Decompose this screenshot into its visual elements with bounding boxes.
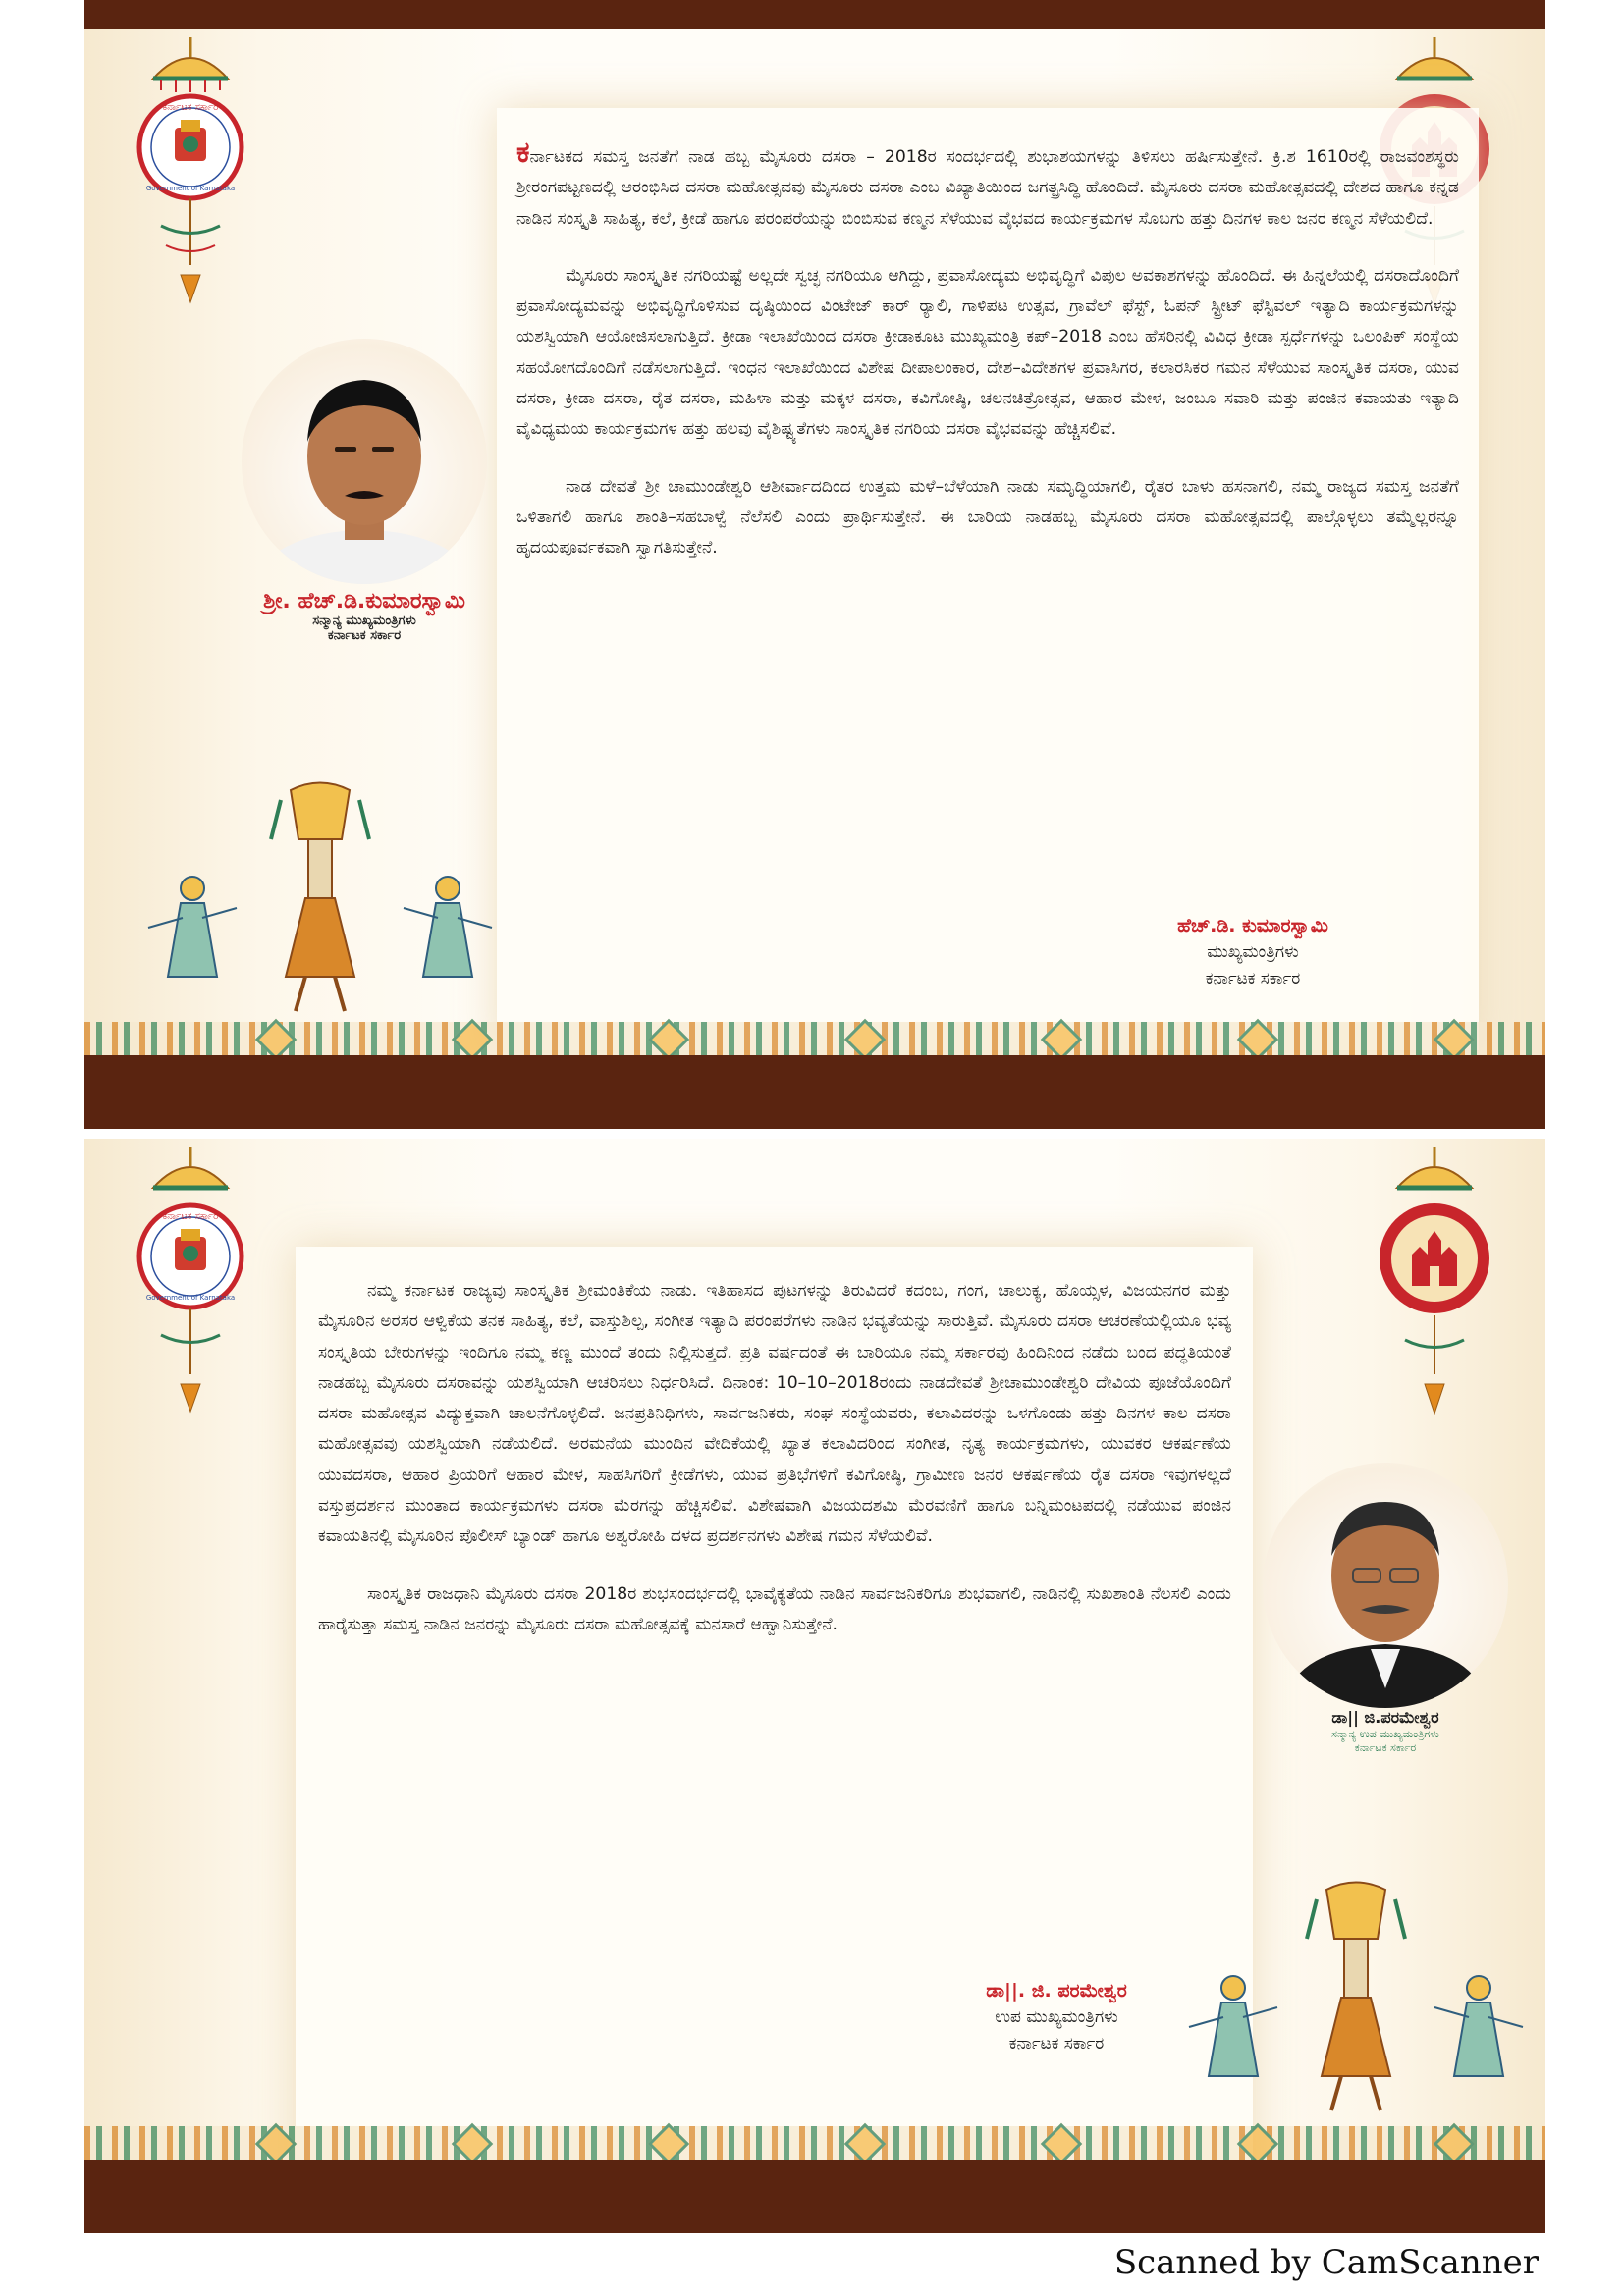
chief-minister-portrait: [242, 339, 487, 584]
border-diamond: [1434, 2123, 1475, 2164]
border-diamond: [1237, 1019, 1278, 1060]
signature-title: ಉಪ ಮುಖ್ಯಮಂತ್ರಿಗಳು: [995, 2007, 1118, 2027]
decorative-border: [84, 1022, 1545, 1055]
dasara-palace-emblem-right: [1371, 1139, 1498, 1433]
emblem-ring-text-bottom: Government of Karnataka: [145, 1294, 236, 1302]
paragraph: [516, 137, 1459, 235]
border-diamond: [1434, 1019, 1475, 1060]
portrait-caption-org: ಕರ್ನಾಟಕ ಸರ್ಕಾರ: [1354, 1741, 1417, 1754]
border-diamond: [844, 1019, 886, 1060]
portrait-caption-title: ಸನ್ಮಾನ್ಯ ಉಪ ಮುಖ್ಯಮಂತ್ರಿಗಳು: [1331, 1728, 1439, 1740]
portrait-caption: [1248, 1708, 1523, 1755]
portrait-caption-org: ಕರ್ನಾಟಕ ಸರ್ಕಾರ: [327, 628, 402, 643]
paragraph: ನಾಡ ದೇವತೆ ಶ್ರೀ ಚಾಮುಂಡೇಶ್ವರಿ ಆಶೀರ್ವಾದದಿಂದ ಉತ್ತಮ ಮಳೆ–ಬೆಳೆಯಾಗಿ ನಾಡು ಸಮೃದ್ಧಿಯಾಗಲಿ, ರೈತರ ಬಾಳು ಹಸನಾಗಲಿ, ನಮ್ಮ ರಾಜ್ಯದ ಸಮಸ್ತ ಜನತೆಗೆ ಒಳಿತಾಗಲಿ ಹಾಗೂ ಶಾಂತಿ–ಸಹಬಾಳ್ವೆ ನೆಲೆಸಲಿ ಎಂದು ಪ್ರಾರ್ಥಿಸುತ್ತೇನೆ. ಈ ಬಾರಿಯ ನಾಡಹಬ್ಬ ಮೈಸೂರು ದಸರಾ ಮಹೋತ್ಸವದಲ್ಲಿ ಪಾಲ್ಗೊಳ್ಳಲು ತಮ್ಮೆಲ್ಲರನ್ನೂ ಹೃದಯಪೂರ್ವಕವಾಗಿ ಸ್ವಾಗತಿಸುತ್ತೇನೆ.: [516, 476, 1459, 559]
paragraph: ಮೈಸೂರು ಸಾಂಸ್ಕೃತಿಕ ನಗರಿಯಷ್ಟೆ ಅಲ್ಲದೇ ಸ್ವಚ್ಛ ನಗರಿಯೂ ಆಗಿದ್ದು, ಪ್ರವಾಸೋದ್ಯಮ ಅಭಿವೃದ್ಧಿಗೆ ವಿಪುಲ ಅವಕಾಶಗಳನ್ನು ಹೊಂದಿದೆ. ಈ ಹಿನ್ನಲೆಯಲ್ಲಿ ದಸರಾದೊಂದಿಗೆ ಪ್ರವಾಸೋದ್ಯಮವನ್ನು ಅಭಿವೃದ್ಧಿಗೊಳಿಸುವ ದೃಷ್ಠಿಯಿಂದ ವಿಂಟೇಜ್ ಕಾರ್ ರ‍್ಯಾಲಿ, ಗಾಳಿಪಟ ಉತ್ಸವ, ಗ್ರಾವೆಲ್ ಫೆಸ್ಟ್, ಓಪನ್ ಸ್ಟ್ರೀಟ್ ಫೆಸ್ಟಿವಲ್ ಇತ್ಯಾದಿ ಕಾರ್ಯಕ್ರಮಗಳನ್ನು ಯಶಸ್ವಿಯಾಗಿ ಆಯೋಜಿಸಲಾಗುತ್ತಿದೆ. ಕ್ರೀಡಾ ಇಲಾಖೆಯಿಂದ ದಸರಾ ಕ್ರೀಡಾಕೂಟ ಮುಖ್ಯಮಂತ್ರಿ ಕಪ್–2018 ಎಂಬ ಹೆಸರಿನಲ್ಲಿ ವಿವಿಧ ಕ್ರೀಡಾ ಸ್ಪರ್ಧೆಗಳನ್ನು ಒಲಂಪಿಕ್ ಸಂಸ್ಥೆಯ ಸಹಯೋಗದೊಂದಿಗೆ ನಡೆಸಲಾಗುತ್ತಿದೆ. ಇಂಧನ ಇಲಾಖೆಯಿಂದ ವಿಶೇಷ ದೀಪಾಲಂಕಾರ, ದೇಶ–ವಿದೇಶಗಳ ಪ್ರವಾಸಿಗರ, ಕಲಾರಸಿಕರ ಗಮನ ಸೆಳೆಯುವ ಸಾಂಸ್ಕೃತಿಕ ದಸರಾ, ಯುವ ದಸರಾ, ಕ್ರೀಡಾ ದಸರಾ, ರೈತ ದಸರಾ, ಮಹಿಳಾ ಮತ್ತು ಮಕ್ಕಳ ದಸರಾ, ಕವಿಗೋಷ್ಠಿ, ಚಲನಚಿತ್ರೋತ್ಸವ, ಆಹಾರ ಮೇಳ, ಜಂಬೂ ಸವಾರಿ ಮತ್ತು ಪಂಜಿನ ಕವಾಯತು ಇತ್ಯಾದಿ ವೈವಿಧ್ಯಮಯ ಕಾರ್ಯಕ್ರಮಗಳ ಹತ್ತು ಹಲವು ವೈಶಿಷ್ಟ್ಯತೆಗಳು ಸಾಂಸ್ಕೃತಿಕ ನಗರಿಯ ದಸರಾ ವೈಭವವನ್ನು ಹೆಚ್ಚಿಸಲಿವೆ.: [516, 265, 1459, 440]
emblem-ring-text-bottom: Government of Karnataka: [145, 185, 236, 192]
karnataka-emblem-left: [132, 29, 249, 324]
top-band: [84, 0, 1545, 29]
message-panel-chief-minister: [84, 0, 1545, 1129]
signature-name: ಹೆಚ್.ಡಿ. ಕುಮಾರಸ್ವಾಮಿ: [1177, 915, 1328, 936]
message-panel-deputy-chief-minister: [84, 1139, 1545, 2233]
portrait-caption-name: ಡಾ|| ಜಿ.ಪರಮೇಶ್ವರ: [1331, 1708, 1439, 1727]
emblem-ring-text-top: ಕರ್ನಾಟಕ ಸರ್ಕಾರ: [162, 102, 219, 113]
dropcap: ಕ: [516, 135, 530, 170]
paragraph: ಸಾಂಸ್ಕೃತಿಕ ರಾಜಧಾನಿ ಮೈಸೂರು ದಸರಾ 2018ರ ಶುಭಸಂದರ್ಭದಲ್ಲಿ ಭಾವೈಕ್ಯತೆಯ ನಾಡಿನ ಸಾರ್ವಜನಿಕರಿಗೂ ಶುಭವಾಗಲಿ, ನಾಡಿನಲ್ಲಿ ಸುಖಶಾಂತಿ ನೆಲಸಲಿ ಎಂದು ಹಾರೈಸುತ್ತಾ ಸಮಸ್ತ ನಾಡಿನ ಜನರನ್ನು ಮೈಸೂರು ದಸರಾ ಮಹೋತ್ಸವಕ್ಕೆ ಮನಸಾರೆ ಆಹ್ವಾನಿಸುತ್ತೇನೆ.: [318, 1583, 1231, 1634]
portrait-caption-name: ಶ್ರೀ. ಹೆಚ್.ಡಿ.ಕುಮಾರಸ್ವಾಮಿ: [263, 589, 465, 614]
message-body: [318, 1276, 1231, 1667]
border-diamond: [1237, 2123, 1278, 2164]
portrait-caption: [183, 589, 546, 643]
border-diamond: [648, 2123, 689, 2164]
signature-org: ಕರ್ನಾಟಕ ಸರ್ಕಾರ: [1205, 969, 1301, 988]
portrait-illustration: [242, 339, 487, 584]
signature-name: ಡಾ||. ಜಿ. ಪರಮೇಶ್ವರ: [986, 1980, 1127, 2002]
message-body: [516, 137, 1459, 591]
folk-dancers-illustration: [1164, 1880, 1545, 2115]
border-diamond: [1041, 2123, 1082, 2164]
signature-org: ಕರ್ನಾಟಕ ಸರ್ಕಾರ: [1008, 2034, 1105, 2054]
border-diamond: [452, 1019, 493, 1060]
bottom-band: [84, 1055, 1545, 1129]
bottom-band: [84, 2160, 1545, 2233]
decorative-border: [84, 2126, 1545, 2160]
border-diamond: [1041, 1019, 1082, 1060]
deputy-chief-minister-portrait: [1263, 1463, 1508, 1708]
border-diamond: [844, 2123, 886, 2164]
signature-block: [1086, 913, 1420, 992]
emblem-ring-text-top: ಕರ್ನಾಟಕ ಸರ್ಕಾರ: [162, 1211, 219, 1222]
border-diamond: [648, 1019, 689, 1060]
portrait-illustration: [1263, 1463, 1508, 1708]
signature-title: ಮುಖ್ಯಮಂತ್ರಿಗಳು: [1207, 942, 1299, 962]
portrait-caption-title: ಸನ್ಮಾನ್ಯ ಮುಖ್ಯಮಂತ್ರಿಗಳು: [312, 614, 416, 628]
border-diamond: [255, 1019, 297, 1060]
paragraph: ನಮ್ಮ ಕರ್ನಾಟಕ ರಾಜ್ಯವು ಸಾಂಸ್ಕೃತಿಕ ಶ್ರೀಮಂತಿಕೆಯ ನಾಡು. ಇತಿಹಾಸದ ಪುಟಗಳನ್ನು ತಿರುವಿದರೆ ಕದಂಬ, ಗಂಗ, ಚಾಲುಕ್ಯ, ಹೊಯ್ಸಳ, ವಿಜಯನಗರ ಮತ್ತು ಮೈಸೂರಿನ ಅರಸರ ಆಳ್ವಿಕೆಯ ತನಕ ಸಾಹಿತ್ಯ, ಕಲೆ, ವಾಸ್ತುಶಿಲ್ಪ, ಸಂಗೀತ ಇತ್ಯಾದಿ ಪರಂಪರೆಗಳು ನಾಡಿನ ಭವ್ಯತೆಯನ್ನು ಸಾರುತ್ತಿವೆ. ಮೈಸೂರು ದಸರಾ ಆಚರಣೆಯಲ್ಲಿಯೂ ಭವ್ಯ ಸಂಸ್ಕೃತಿಯ ಬೇರುಗಳನ್ನು ಇಂದಿಗೂ ನಮ್ಮ ಕಣ್ಣ ಮುಂದೆ ತಂದು ನಿಲ್ಲಿಸುತ್ತದೆ. ಪ್ರತಿ ವರ್ಷದಂತೆ ಈ ಬಾರಿಯೂ ನಮ್ಮ ಸರ್ಕಾರವು ಹಿಂದಿನಿಂದ ನಡೆದು ಬಂದ ಪದ್ಧತಿಯಂತೆ ನಾಡಹಬ್ಬ ಮೈಸೂರು ದಸರಾವನ್ನು ಯಶಸ್ವಿಯಾಗಿ ಆಚರಿಸಲು ನಿರ್ಧರಿಸಿದೆ. ದಿನಾಂಕ: 10–10–2018ರಂದು ನಾಡದೇವತೆ ಶ್ರೀಚಾಮುಂಡೇಶ್ವರಿ ದೇವಿಯ ಪೂಜೆಯೊಂದಿಗೆ ದಸರಾ ಮಹೋತ್ಸವ ವಿದ್ಯುಕ್ತವಾಗಿ ಚಾಲನೆಗೊಳ್ಳಲಿದೆ. ಜನಪ್ರತಿನಿಧಿಗಳು, ಸಾರ್ವಜನಿಕರು, ಸಂಘ ಸಂಸ್ಥೆಯವರು, ಕಲಾವಿದರನ್ನು ಒಳಗೊಂಡು ಹತ್ತು ದಿನಗಳ ಕಾಲ ದಸರಾ ಮಹೋತ್ಸವವು ಯಶಸ್ವಿಯಾಗಿ ನಡೆಯಲಿದೆ. ಅರಮನೆಯ ಮುಂದಿನ ವೇದಿಕೆಯಲ್ಲಿ ಖ್ಯಾತ ಕಲಾವಿದರಿಂದ ಸಂಗೀತ, ನೃತ್ಯ ಕಾರ್ಯಕ್ರಮಗಳು, ಯುವಕರ ಆಕರ್ಷಣೆಯ ಯುವದಸರಾ, ಆಹಾರ ಪ್ರಿಯರಿಗೆ ಆಹಾರ ಮೇಳ, ಸಾಹಸಿಗರಿಗೆ ಕ್ರೀಡೆಗಳು, ಯುವ ಪ್ರತಿಭೆಗಳಿಗೆ ಕವಿಗೋಷ್ಠಿ, ಗ್ರಾಮೀಣ ಜನರ ಆಕರ್ಷಣೆಯ ರೈತ ದಸರಾ ಇವುಗಳಲ್ಲದೆ ವಸ್ತುಪ್ರದರ್ಶನ ಮುಂತಾದ ಕಾರ್ಯಕ್ರಮಗಳು ದಸರಾ ಮೆರಗನ್ನು ಹೆಚ್ಚಿಸಲಿವೆ. ವಿಶೇಷವಾಗಿ ವಿಜಯದಶಮಿ ಮೆರವಣಿಗೆ ಹಾಗೂ ಬನ್ನಿಮಂಟಪದಲ್ಲಿ ನಡೆಯುವ ಪಂಜಿನ ಕವಾಯತಿನಲ್ಲಿ ಮೈಸೂರಿನ ಪೊಲೀಸ್ ಬ್ಯಾಂಡ್ ಹಾಗೂ ಅಶ್ವರೋಹಿ ದಳದ ಪ್ರದರ್ಶನಗಳು ವಿಶೇಷ ಗಮನ ಸೆಳೆಯಲಿವೆ.: [318, 1281, 1231, 1547]
paragraph-text: ರ್ನಾಟಕದ ಸಮಸ್ತ ಜನತೆಗೆ ನಾಡ ಹಬ್ಬ ಮೈಸೂರು ದಸರಾ – 2018ರ ಸಂದರ್ಭದಲ್ಲಿ ಶುಭಾಶಯಗಳನ್ನು ತಿಳಿಸಲು ಹರ್ಷಿಸುತ್ತೇನೆ. ಕ್ರಿ.ಶ 1610ರಲ್ಲಿ ರಾಜವಂಶಸ್ಥರು ಶ್ರೀರಂಗಪಟ್ಟಣದಲ್ಲಿ ಆರಂಭಿಸಿದ ದಸರಾ ಮಹೋತ್ಸವವು ಮೈಸೂರು ದಸರಾ ಎಂಬ ವಿಖ್ಯಾತಿಯಿಂದ ಜಗತ್ಪ್ರಸಿದ್ಧಿ ಹೊಂದಿದೆ. ಮೈಸೂರು ದಸರಾ ಮಹೋತ್ಸವದಲ್ಲಿ ದೇಶದ ಹಾಗೂ ಕನ್ನಡ ನಾಡಿನ ಸಂಸ್ಕೃತಿ ಸಾಹಿತ್ಯ, ಕಲೆ, ಕ್ರೀಡೆ ಹಾಗೂ ಪರಂಪರೆಯನ್ನು ಬಿಂಬಿಸುವ ಕಣ್ಮನ ಸೆಳೆಯುವ ವೈಭವದ ಕಾರ್ಯಕ್ರಮಗಳ ಸೊಬಗು ಹತ್ತು ದಿನಗಳ ಕಾಲ ಜನರ ಕಣ್ಮನ ಸೆಳೆಯಲಿದೆ.: [516, 147, 1459, 229]
folk-dancers-illustration: [124, 780, 516, 1016]
scanner-watermark: Scanned by CamScanner: [1113, 2243, 1539, 2282]
border-diamond: [255, 2123, 297, 2164]
border-diamond: [452, 2123, 493, 2164]
karnataka-emblem-left: [132, 1139, 249, 1433]
